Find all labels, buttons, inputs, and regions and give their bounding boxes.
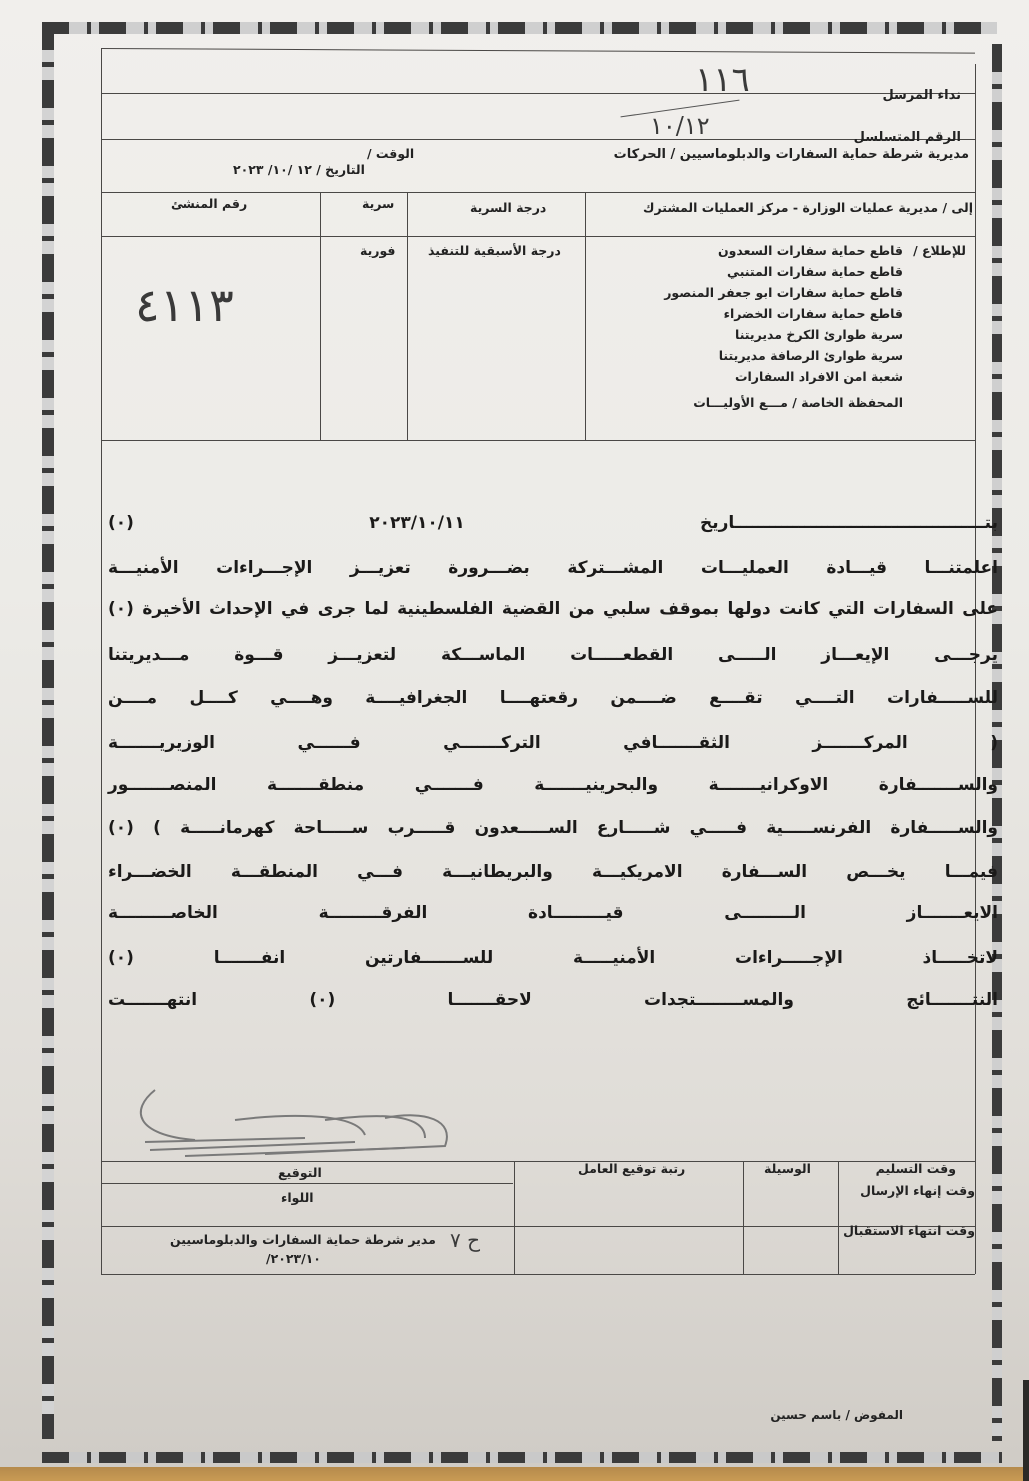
body-line: الايعـــــــاز الـــــــــى قيـــــــــادة الفرقـــــــــة الخاصـــــــــة bbox=[108, 903, 998, 923]
sender-call-label: نداء المرسل bbox=[882, 88, 961, 103]
list-item: قاطع حماية سفارات السعدون bbox=[717, 243, 903, 258]
serial-number-handwritten: ١٠/١٢ bbox=[650, 112, 710, 140]
time-label: الوقت / bbox=[367, 146, 415, 161]
sender-call-handwritten: ١١٦ bbox=[695, 60, 750, 100]
classification-value: سرية bbox=[362, 196, 395, 211]
body-line: للســـــفارات التــــي تقــــع ضــــمن رقعتهــــا الجغرافيــــة وهــــي كــــل مــــن bbox=[108, 688, 998, 708]
medium-label: الوسيلة bbox=[764, 1161, 811, 1176]
delegate-name: المفوض / باسم حسين bbox=[770, 1408, 903, 1422]
send-end-time-label: وقت إنهاء الإرسال bbox=[860, 1183, 975, 1198]
signature-scribble bbox=[125, 1080, 465, 1160]
serial-number-label: الرقم المتسلسل bbox=[853, 130, 961, 145]
body-line: فيمـــا يخـــص الســـفارة الامريكيـــة والبريطانيـــة فـــي المنطقـــة الخضـــراء bbox=[108, 862, 998, 882]
perforated-border-bottom bbox=[42, 1452, 1002, 1463]
date-field bbox=[233, 162, 365, 177]
body-line: على السفارات التي كانت دولها بموقف سلبي من القضية الفلسطينية لما جرى في الإحداث الأخيرة (٠) bbox=[108, 599, 998, 619]
delivery-time-label: وقت التسليم bbox=[875, 1161, 956, 1176]
body-line: والســـــــفارة الاوكرانيـــــــة والبحرينيـــــــة فـــــــي منطقـــــــة المنصـــــــور bbox=[108, 775, 998, 795]
perforated-border-left bbox=[42, 22, 54, 1439]
list-item: قاطع حماية سفارات ابو جعفر المنصور bbox=[664, 285, 903, 300]
originator-number-label: رقم المنشئ bbox=[171, 196, 248, 211]
date-label: التاريخ / bbox=[316, 162, 365, 177]
date-value: ١٢ /١٠/ ٢٠٢٣ bbox=[233, 162, 312, 177]
receive-end-time-label: وقت انتهاء الاستقبال bbox=[843, 1223, 975, 1238]
handwritten-initials: ح ٧ bbox=[450, 1228, 481, 1252]
list-item: سرية طوارئ الرصافة مديريتنا bbox=[718, 348, 903, 363]
priority-label: درجة الأسبقية للتنفيذ bbox=[428, 243, 561, 258]
list-item: سرية طوارئ الكرخ مديريتنا bbox=[735, 327, 903, 342]
body-line: ( المركـــــــز الثقـــــــافي التركـــــــي فــــــي الوزيريـــــــة bbox=[108, 733, 998, 753]
list-item: قاطع حماية سفارات الخضراء bbox=[723, 306, 903, 321]
from-directorate: مديرية شرطة حماية السفارات والدبلوماسيين / الحركات bbox=[613, 147, 969, 162]
info-label: للإطلاع / bbox=[913, 243, 966, 258]
rank: اللواء bbox=[281, 1190, 314, 1205]
operator-rank-signature-label: رتبة توقيع العامل bbox=[578, 1161, 686, 1176]
body-line: لاتخـــــاذ الإجـــــراءات الأمنيـــــة للســـــــفارتين انفـــــــا (٠) bbox=[108, 948, 998, 968]
tabletop-background bbox=[0, 1467, 1029, 1481]
body-line: النتـــــــائج والمســــــــتجدات لاحقـــــــا (٠) انتهـــــــت bbox=[108, 990, 999, 1010]
classification-label: درجة السرية bbox=[470, 200, 547, 215]
list-item: شعبة امن الافراد السفارات bbox=[734, 369, 903, 384]
priority-value: فورية bbox=[360, 243, 396, 258]
signature-label: التوقيع bbox=[278, 1165, 322, 1180]
to-recipient: إلى / مديرية عمليات الوزارة - مركز العمليات المشترك bbox=[643, 200, 973, 215]
list-item: المحفظة الخاصة / مـــع الأوليـــات bbox=[693, 395, 903, 410]
body-line: بتـــــــــــــــــــــــــــــــــــــــــــاريخ ٢٠٢٣/١٠/١١ (٠) bbox=[108, 513, 998, 533]
originator-number-handwritten: ٤١١٣ bbox=[135, 278, 234, 332]
body-line: والســـــفارة الفرنســـــية فـــــي شـــــارع الســـــعدون قـــــرب ســـــاحة كهرمانـــــة ) (٠) bbox=[108, 818, 998, 838]
perforated-border-top bbox=[42, 22, 997, 34]
body-line: اعلمتنـــا قيـــادة العمليـــات المشـــتركة بضـــرورة تعزيـــز الإجـــراءات الأمنيـــة bbox=[108, 558, 998, 578]
signer-date: ٢٠٢٣/١٠/ bbox=[266, 1251, 321, 1266]
body-line: يرجـــى الإيعـــاز الـــــى القطعـــــات الماســـكة لتعزيـــز قـــوة مـــديريتنا bbox=[108, 645, 998, 665]
list-item: قاطع حماية سفارات المتنبي bbox=[727, 264, 903, 279]
signer-title: مدير شرطة حماية السفارات والدبلوماسيين bbox=[170, 1232, 436, 1247]
dark-edge bbox=[1023, 1380, 1029, 1481]
